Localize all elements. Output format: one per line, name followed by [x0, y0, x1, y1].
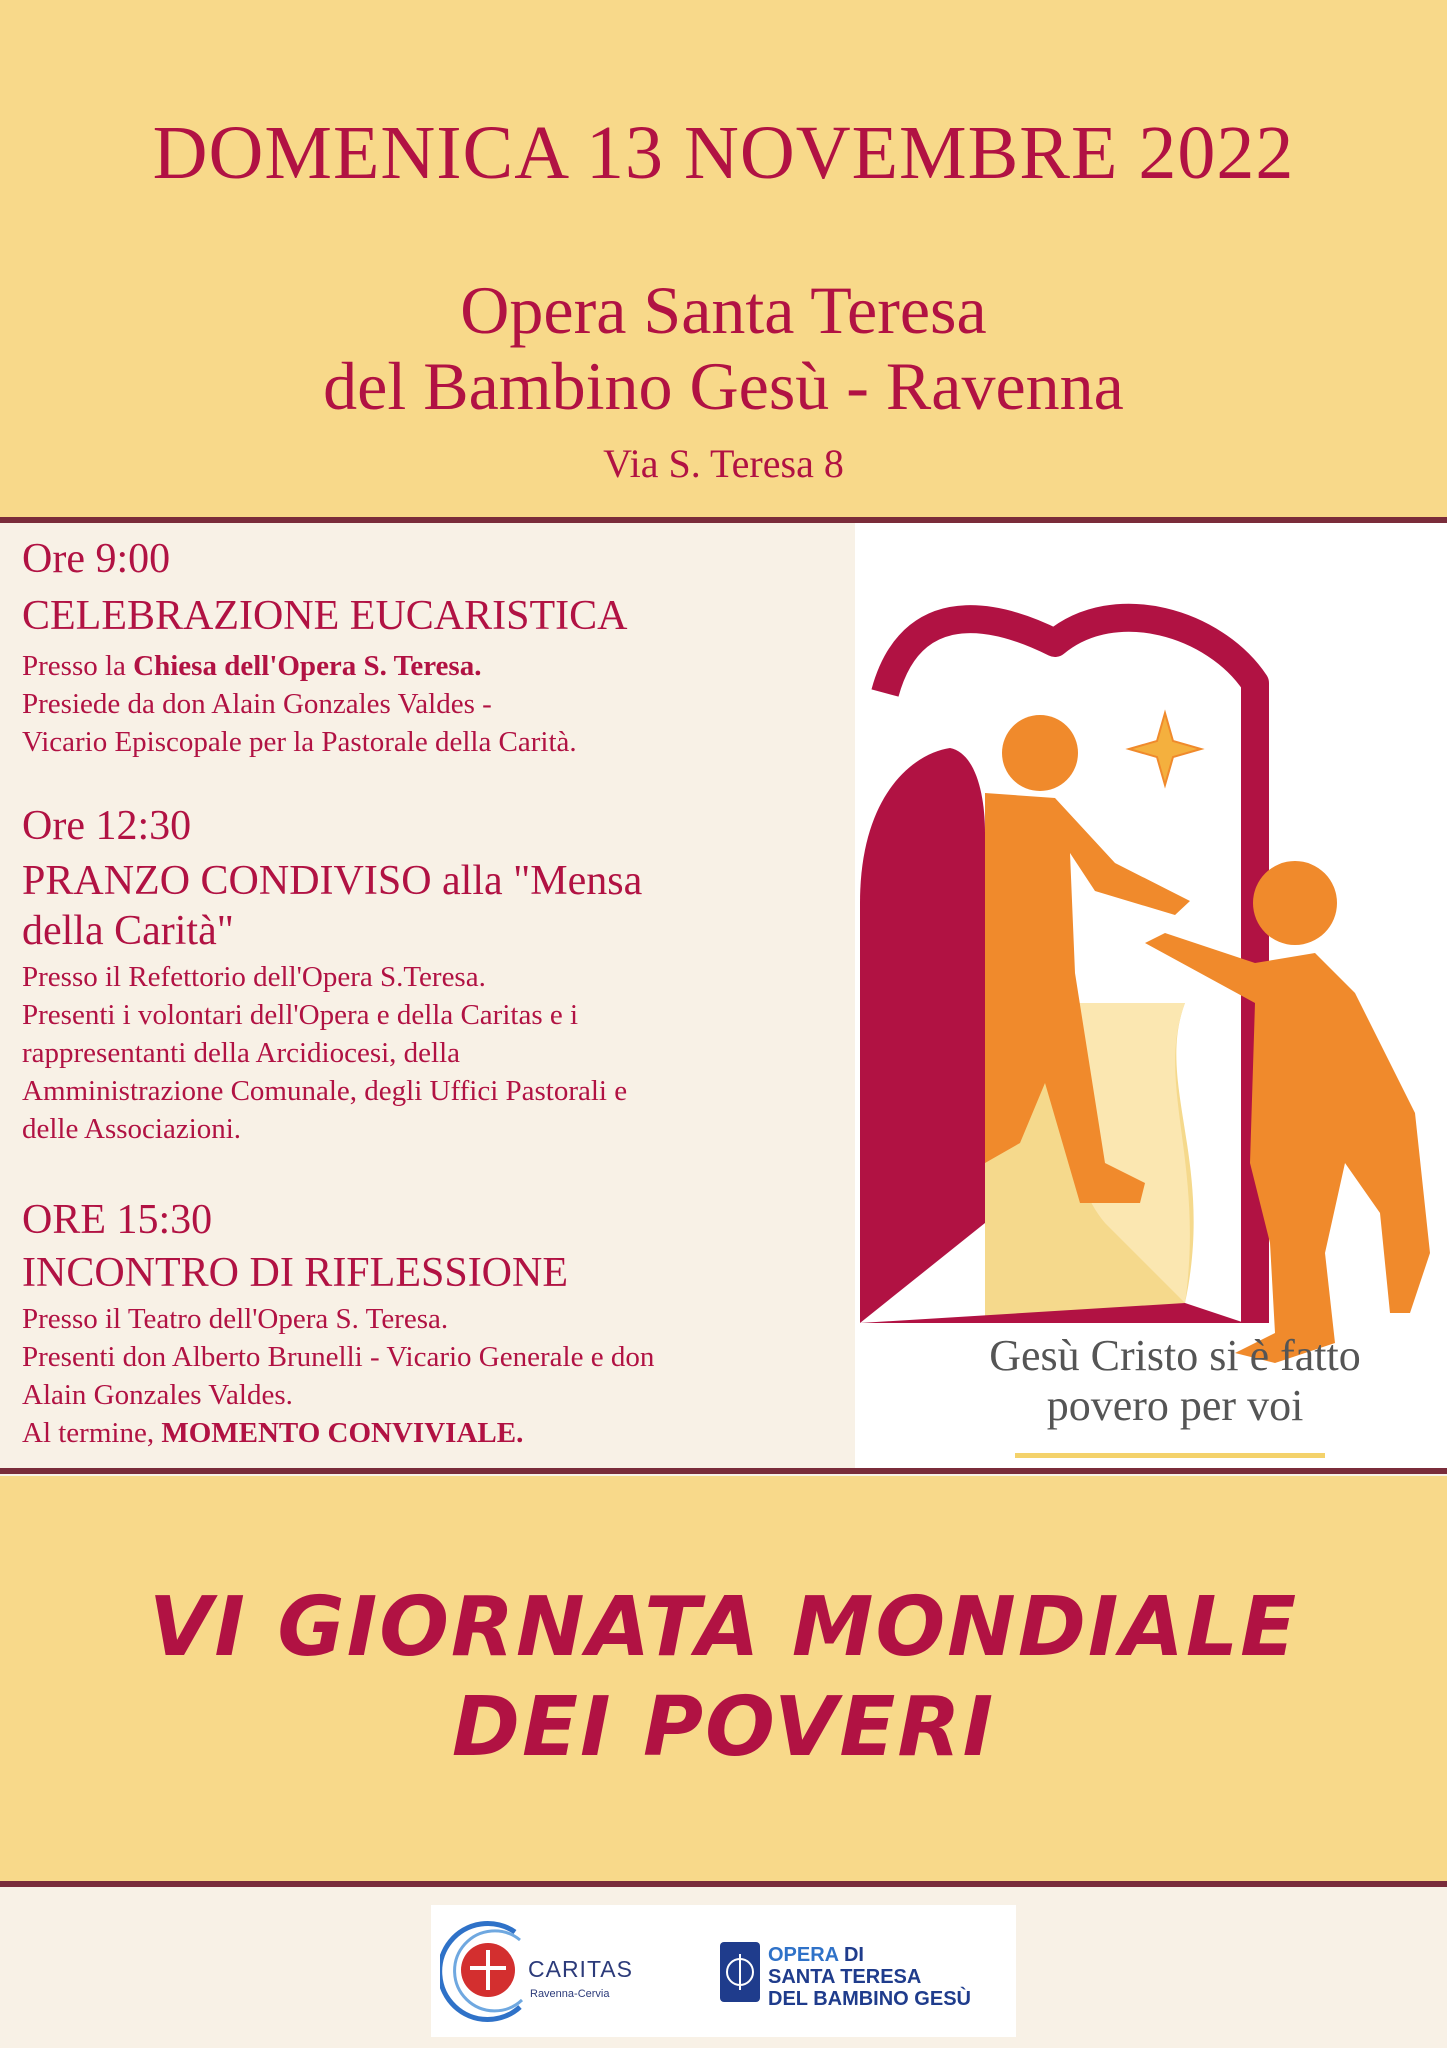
banner-line-1: VI GIORNATA MONDIALE: [148, 1580, 1299, 1675]
star-icon: [1129, 713, 1201, 785]
program-desc: [22, 958, 852, 1148]
poverty-day-logo: [855, 523, 1447, 1468]
door-shape: [860, 748, 985, 1323]
logo-caption-line-2: povero per voi: [1046, 1381, 1304, 1430]
desc-line: Presso il Teatro dell'Opera S. Teresa.: [22, 1303, 449, 1335]
program-desc: [22, 647, 852, 761]
program-time: Ore 9:00: [22, 536, 171, 582]
caritas-logo-icon: [440, 1912, 530, 2030]
program-time: ORE 15:30: [22, 1197, 213, 1243]
desc-line: delle Associazioni.: [22, 1113, 242, 1145]
opera-logo-icon: [718, 1940, 762, 2004]
desc-line: Presiede da don Alain Gonzales Valdes -: [22, 688, 492, 720]
venue-address: Via S. Teresa 8: [603, 441, 844, 486]
program-time: Ore 12:30: [22, 803, 192, 849]
opera-line-2: SANTA TERESA: [768, 1966, 922, 1988]
divider-middle: [0, 1468, 1447, 1474]
event-date: DOMENICA 13 NOVEMBRE 2022: [152, 111, 1295, 195]
program-title-line-1: PRANZO CONDIVISO alla "Mensa: [22, 858, 643, 904]
caritas-logo-text: CARITAS: [528, 1956, 633, 1982]
desc-line: Vicario Episcopale per la Pastorale della Carità.: [22, 726, 577, 758]
desc-line: Presso la Chiesa dell'Opera S. Teresa.: [22, 650, 482, 682]
program-item-meeting: [22, 1196, 852, 1452]
program-title-line-2: della Carità": [22, 908, 234, 954]
program-desc: [22, 1300, 852, 1452]
jubilee-illustration: [855, 523, 1447, 1468]
program-item-mass: [22, 535, 852, 761]
venue-line-1: Opera Santa Teresa: [460, 272, 987, 348]
logo-caption-line-1: Gesù Cristo si è fatto: [989, 1331, 1361, 1380]
caption-underline: [1015, 1453, 1325, 1458]
program-title: INCONTRO DI RIFLESSIONE: [22, 1250, 568, 1296]
opera-logo-text: [768, 1944, 971, 2010]
logo-caption: [915, 1331, 1435, 1431]
desc-line: Presenti don Alberto Brunelli - Vicario Generale e don: [22, 1341, 655, 1373]
caritas-logo-subtext: Ravenna-Cervia: [530, 1988, 610, 2000]
banner-title: [0, 1578, 1447, 1778]
desc-line: Alain Gonzales Valdes.: [22, 1379, 293, 1411]
program-title: [22, 856, 852, 956]
venue-line-2: del Bambino Gesù - Ravenna: [323, 348, 1124, 424]
desc-line: Presso il Refettorio dell'Opera S.Teresa.: [22, 961, 486, 993]
program-title: CELEBRAZIONE EUCARISTICA: [22, 593, 628, 639]
opera-line-3: DEL BAMBINO GESÙ: [768, 1988, 971, 2010]
desc-line: Presenti i volontari dell'Opera e della Caritas e i: [22, 999, 579, 1031]
banner-line-2: DEI POVERI: [451, 1680, 996, 1775]
program-item-lunch: [22, 802, 852, 1148]
desc-line: Al termine, MOMENTO CONVIVIALE.: [22, 1417, 524, 1449]
venue-title: [0, 272, 1447, 424]
desc-line: rappresentanti della Arcidiocesi, della: [22, 1037, 461, 1069]
opera-line-1: OPERA DI: [768, 1944, 864, 1966]
desc-line: Amministrazione Comunale, degli Uffici Pastorali e: [22, 1075, 628, 1107]
